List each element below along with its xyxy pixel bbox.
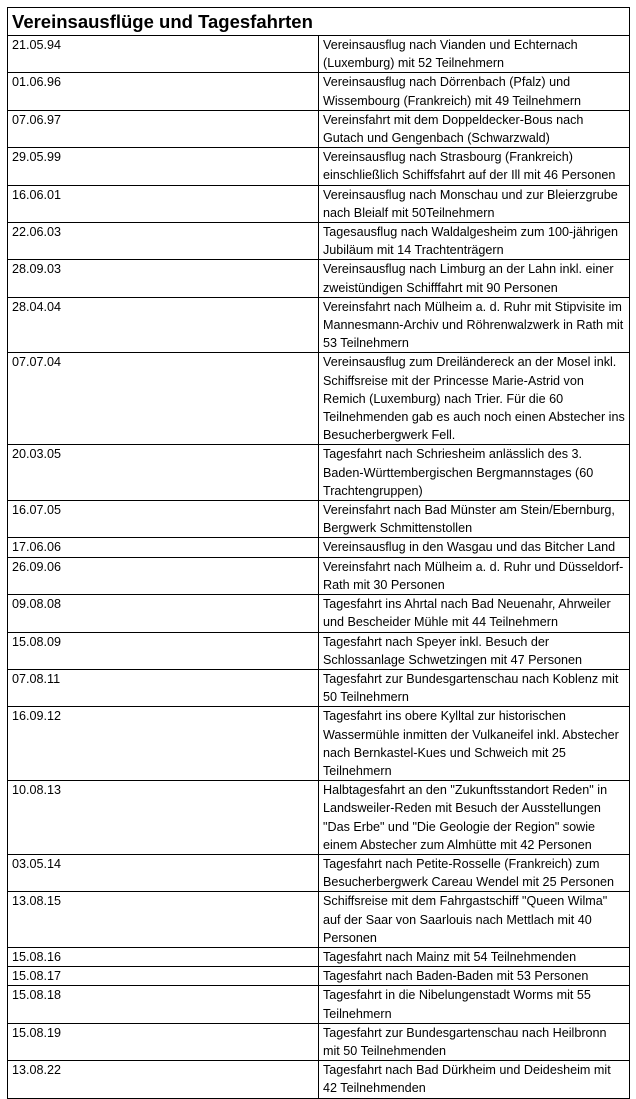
table-row: [8, 110, 630, 147]
table-row: [8, 538, 630, 557]
table-row: [8, 185, 630, 222]
table-row: [8, 892, 630, 948]
trip-date: 07.06.97: [8, 110, 319, 147]
trip-date: 16.06.01: [8, 185, 319, 222]
trip-date: 03.05.14: [8, 854, 319, 891]
trip-date: 22.06.03: [8, 223, 319, 260]
trip-description: Vereinsausflug nach Monschau und zur Bleierzgrube nach Bleialf mit 50Teilnehmern: [319, 185, 630, 222]
trip-description: Vereinsfahrt mit dem Doppeldecker-Bous nach Gutach und Gengenbach (Schwarzwald): [319, 110, 630, 147]
trip-date: 28.04.04: [8, 297, 319, 353]
trip-date: 28.09.03: [8, 260, 319, 297]
trip-date: 13.08.15: [8, 892, 319, 948]
table-row: [8, 445, 630, 501]
trip-description: Vereinsausflug nach Strasbourg (Frankreich) einschließlich Schiffsfahrt auf der Ill mit 46 Personen: [319, 148, 630, 185]
table-row: [8, 632, 630, 669]
table-row: [8, 669, 630, 706]
trip-date: 17.06.06: [8, 538, 319, 557]
trip-description: Vereinsausflug zum Dreiländereck an der Mosel inkl. Schiffsreise mit der Princesse Marie-Astrid von Remich (Luxemburg) nach Trier. Für die 60 Teilnehmenden gab es auch noch einen Abstecher ins Besucherbergwerk Fell.: [319, 353, 630, 445]
trip-description: Vereinsfahrt nach Mülheim a. d. Ruhr und Düsseldorf-Rath mit 30 Personen: [319, 557, 630, 594]
trip-description: Vereinsausflug nach Limburg an der Lahn inkl. einer zweistündigen Schifffahrt mit 90 Personen: [319, 260, 630, 297]
table-row: [8, 781, 630, 855]
trip-date: 13.08.22: [8, 1061, 319, 1098]
trip-description: Vereinsausflug nach Dörrenbach (Pfalz) und Wissembourg (Frankreich) mit 49 Teilnehmern: [319, 73, 630, 110]
table-row: [8, 148, 630, 185]
table-row: [8, 1023, 630, 1060]
trip-description: Tagesfahrt in die Nibelungenstadt Worms mit 55 Teilnehmern: [319, 986, 630, 1023]
trips-table: [7, 7, 630, 1099]
trip-date: 15.08.09: [8, 632, 319, 669]
trip-description: Tagesfahrt nach Baden-Baden mit 53 Personen: [319, 967, 630, 986]
table-title: Vereinsausflüge und Tagesfahrten: [8, 8, 630, 36]
trip-description: Tagesfahrt zur Bundesgartenschau nach Koblenz mit 50 Teilnehmern: [319, 669, 630, 706]
table-row: [8, 557, 630, 594]
table-row: [8, 854, 630, 891]
trip-description: Vereinsausflug in den Wasgau und das Bitcher Land: [319, 538, 630, 557]
trip-description: Tagesfahrt nach Bad Dürkheim und Deidesheim mit 42 Teilnehmenden: [319, 1061, 630, 1098]
table-row: [8, 501, 630, 538]
trip-date: 16.09.12: [8, 707, 319, 781]
trip-description: Tagesfahrt zur Bundesgartenschau nach Heilbronn mit 50 Teilnehmenden: [319, 1023, 630, 1060]
table-row: [8, 73, 630, 110]
title-row: [8, 8, 630, 36]
trip-description: Vereinsausflug nach Vianden und Echternach (Luxemburg) mit 52 Teilnehmern: [319, 36, 630, 73]
trip-date: 29.05.99: [8, 148, 319, 185]
trip-description: Tagesfahrt ins obere Kylltal zur historischen Wassermühle inmitten der Vulkaneifel inkl. Abstecher nach Bernkastel-Kues und Schweich mit 25 Teilnehmern: [319, 707, 630, 781]
trip-date: 07.08.11: [8, 669, 319, 706]
trip-description: Tagesfahrt nach Petite-Rosselle (Frankreich) zum Besucherbergwerk Careau Wendel mit 25 Personen: [319, 854, 630, 891]
table-row: [8, 986, 630, 1023]
table-row: [8, 353, 630, 445]
table-row: [8, 1061, 630, 1098]
table-row: [8, 260, 630, 297]
trip-description: Tagesfahrt nach Mainz mit 54 Teilnehmenden: [319, 947, 630, 966]
trip-date: 01.06.96: [8, 73, 319, 110]
table-row: [8, 223, 630, 260]
trip-date: 15.08.16: [8, 947, 319, 966]
trip-date: 10.08.13: [8, 781, 319, 855]
trip-description: Halbtagesfahrt an den "Zukunftsstandort Reden" in Landsweiler-Reden mit Besuch der Ausstellungen "Das Erbe" und "Die Geologie der Region" sowie einem Abstecher zum Almhütte mit 42 Personen: [319, 781, 630, 855]
trip-date: 15.08.18: [8, 986, 319, 1023]
trip-date: 15.08.19: [8, 1023, 319, 1060]
table-row: [8, 967, 630, 986]
table-row: [8, 707, 630, 781]
trip-description: Tagesausflug nach Waldalgesheim zum 100-jährigen Jubiläum mit 14 Trachtenträgern: [319, 223, 630, 260]
trip-date: 20.03.05: [8, 445, 319, 501]
table-row: [8, 36, 630, 73]
trip-date: 26.09.06: [8, 557, 319, 594]
trip-description: Vereinsfahrt nach Bad Münster am Stein/Ebernburg, Bergwerk Schmittenstollen: [319, 501, 630, 538]
trip-date: 07.07.04: [8, 353, 319, 445]
trip-description: Tagesfahrt nach Schriesheim anlässlich des 3. Baden-Württembergischen Bergmannstages (60 Trachtengruppen): [319, 445, 630, 501]
trip-description: Vereinsfahrt nach Mülheim a. d. Ruhr mit Stipvisite im Mannesmann-Archiv und Röhrenwalzwerk in Rath mit 53 Teilnehmern: [319, 297, 630, 353]
table-row: [8, 947, 630, 966]
trip-description: Tagesfahrt ins Ahrtal nach Bad Neuenahr, Ahrweiler und Bescheider Mühle mit 44 Teilnehmern: [319, 595, 630, 632]
trip-description: Schiffsreise mit dem Fahrgastschiff "Queen Wilma" auf der Saar von Saarlouis nach Mettlach mit 40 Personen: [319, 892, 630, 948]
trip-date: 21.05.94: [8, 36, 319, 73]
trips-table-body: [8, 36, 630, 1099]
table-row: [8, 595, 630, 632]
trip-date: 09.08.08: [8, 595, 319, 632]
trip-date: 15.08.17: [8, 967, 319, 986]
trip-date: 16.07.05: [8, 501, 319, 538]
trip-description: Tagesfahrt nach Speyer inkl. Besuch der Schlossanlage Schwetzingen mit 47 Personen: [319, 632, 630, 669]
table-row: [8, 297, 630, 353]
trips-table-container: [7, 7, 630, 1099]
